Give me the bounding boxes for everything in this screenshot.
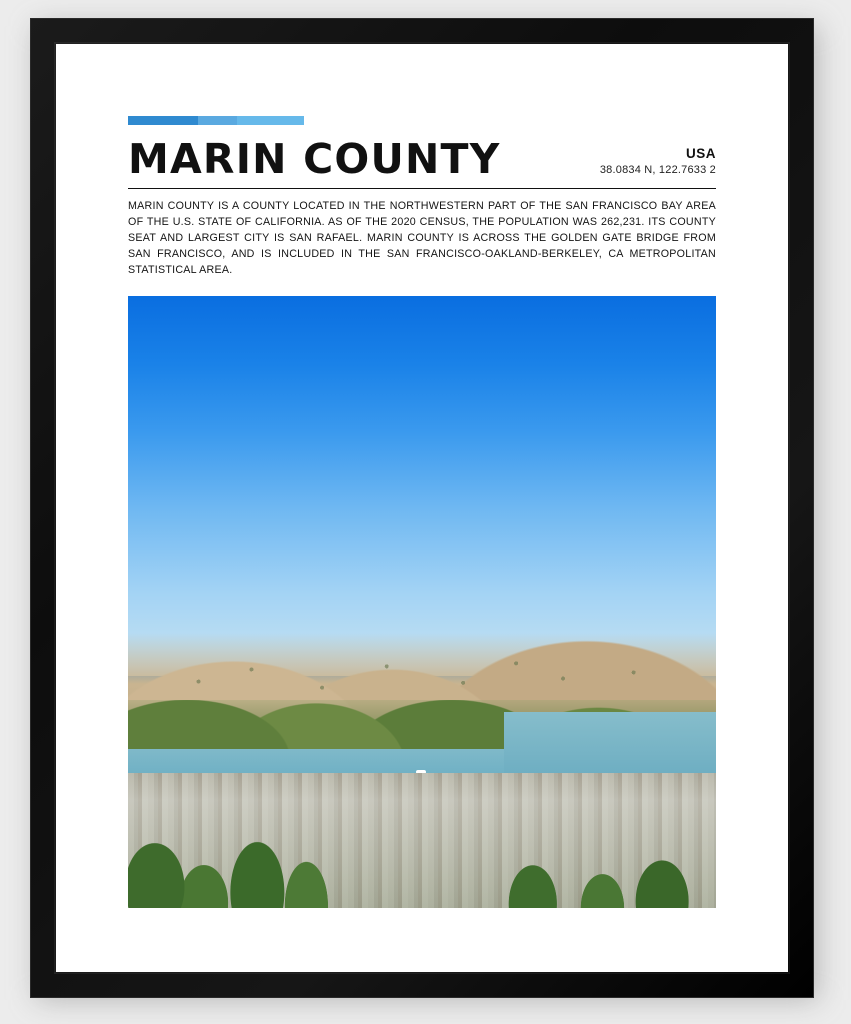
color-bar-segment-3 bbox=[237, 116, 304, 125]
country-label: USA bbox=[685, 145, 716, 161]
location-meta bbox=[600, 146, 716, 180]
poster-sheet bbox=[56, 44, 788, 972]
color-bar-segment-2 bbox=[198, 116, 237, 125]
photo-hill-trees bbox=[128, 645, 716, 706]
color-bar-segment-1 bbox=[128, 116, 198, 125]
color-accent-bar bbox=[128, 116, 304, 125]
coordinates-label: 38.0834 N, 122.7633 2 bbox=[599, 163, 716, 176]
picture-frame bbox=[30, 18, 814, 998]
poster-header bbox=[128, 135, 716, 186]
photo-town-trees-right bbox=[493, 828, 693, 908]
photo-sky bbox=[128, 296, 716, 675]
page-title: MARIN COUNTY bbox=[128, 135, 501, 183]
description-text: MARIN COUNTY IS A COUNTY LOCATED IN THE NORTHWESTERN PART OF THE SAN FRANCISCO BAY AREA OF THE U.S. STATE OF CALIFORNIA. AS OF THE 2020 CENSUS, THE POPULATION WAS 262,231. ITS COUNTY SEAT AND LARGEST CITY IS SAN RAFAEL. MARIN COUNTY IS ACROSS THE GOLDEN GATE BRIDGE FROM SAN FRANCISCO, AND IS INCLUDED IN THE SAN FRANCISCO-OAKLAND-BERKELEY, CA METROPOLITAN STATISTICAL AREA. bbox=[128, 200, 716, 277]
poster-photograph bbox=[128, 296, 716, 908]
photo-town-trees-left bbox=[128, 804, 351, 908]
header-divider bbox=[128, 188, 716, 189]
